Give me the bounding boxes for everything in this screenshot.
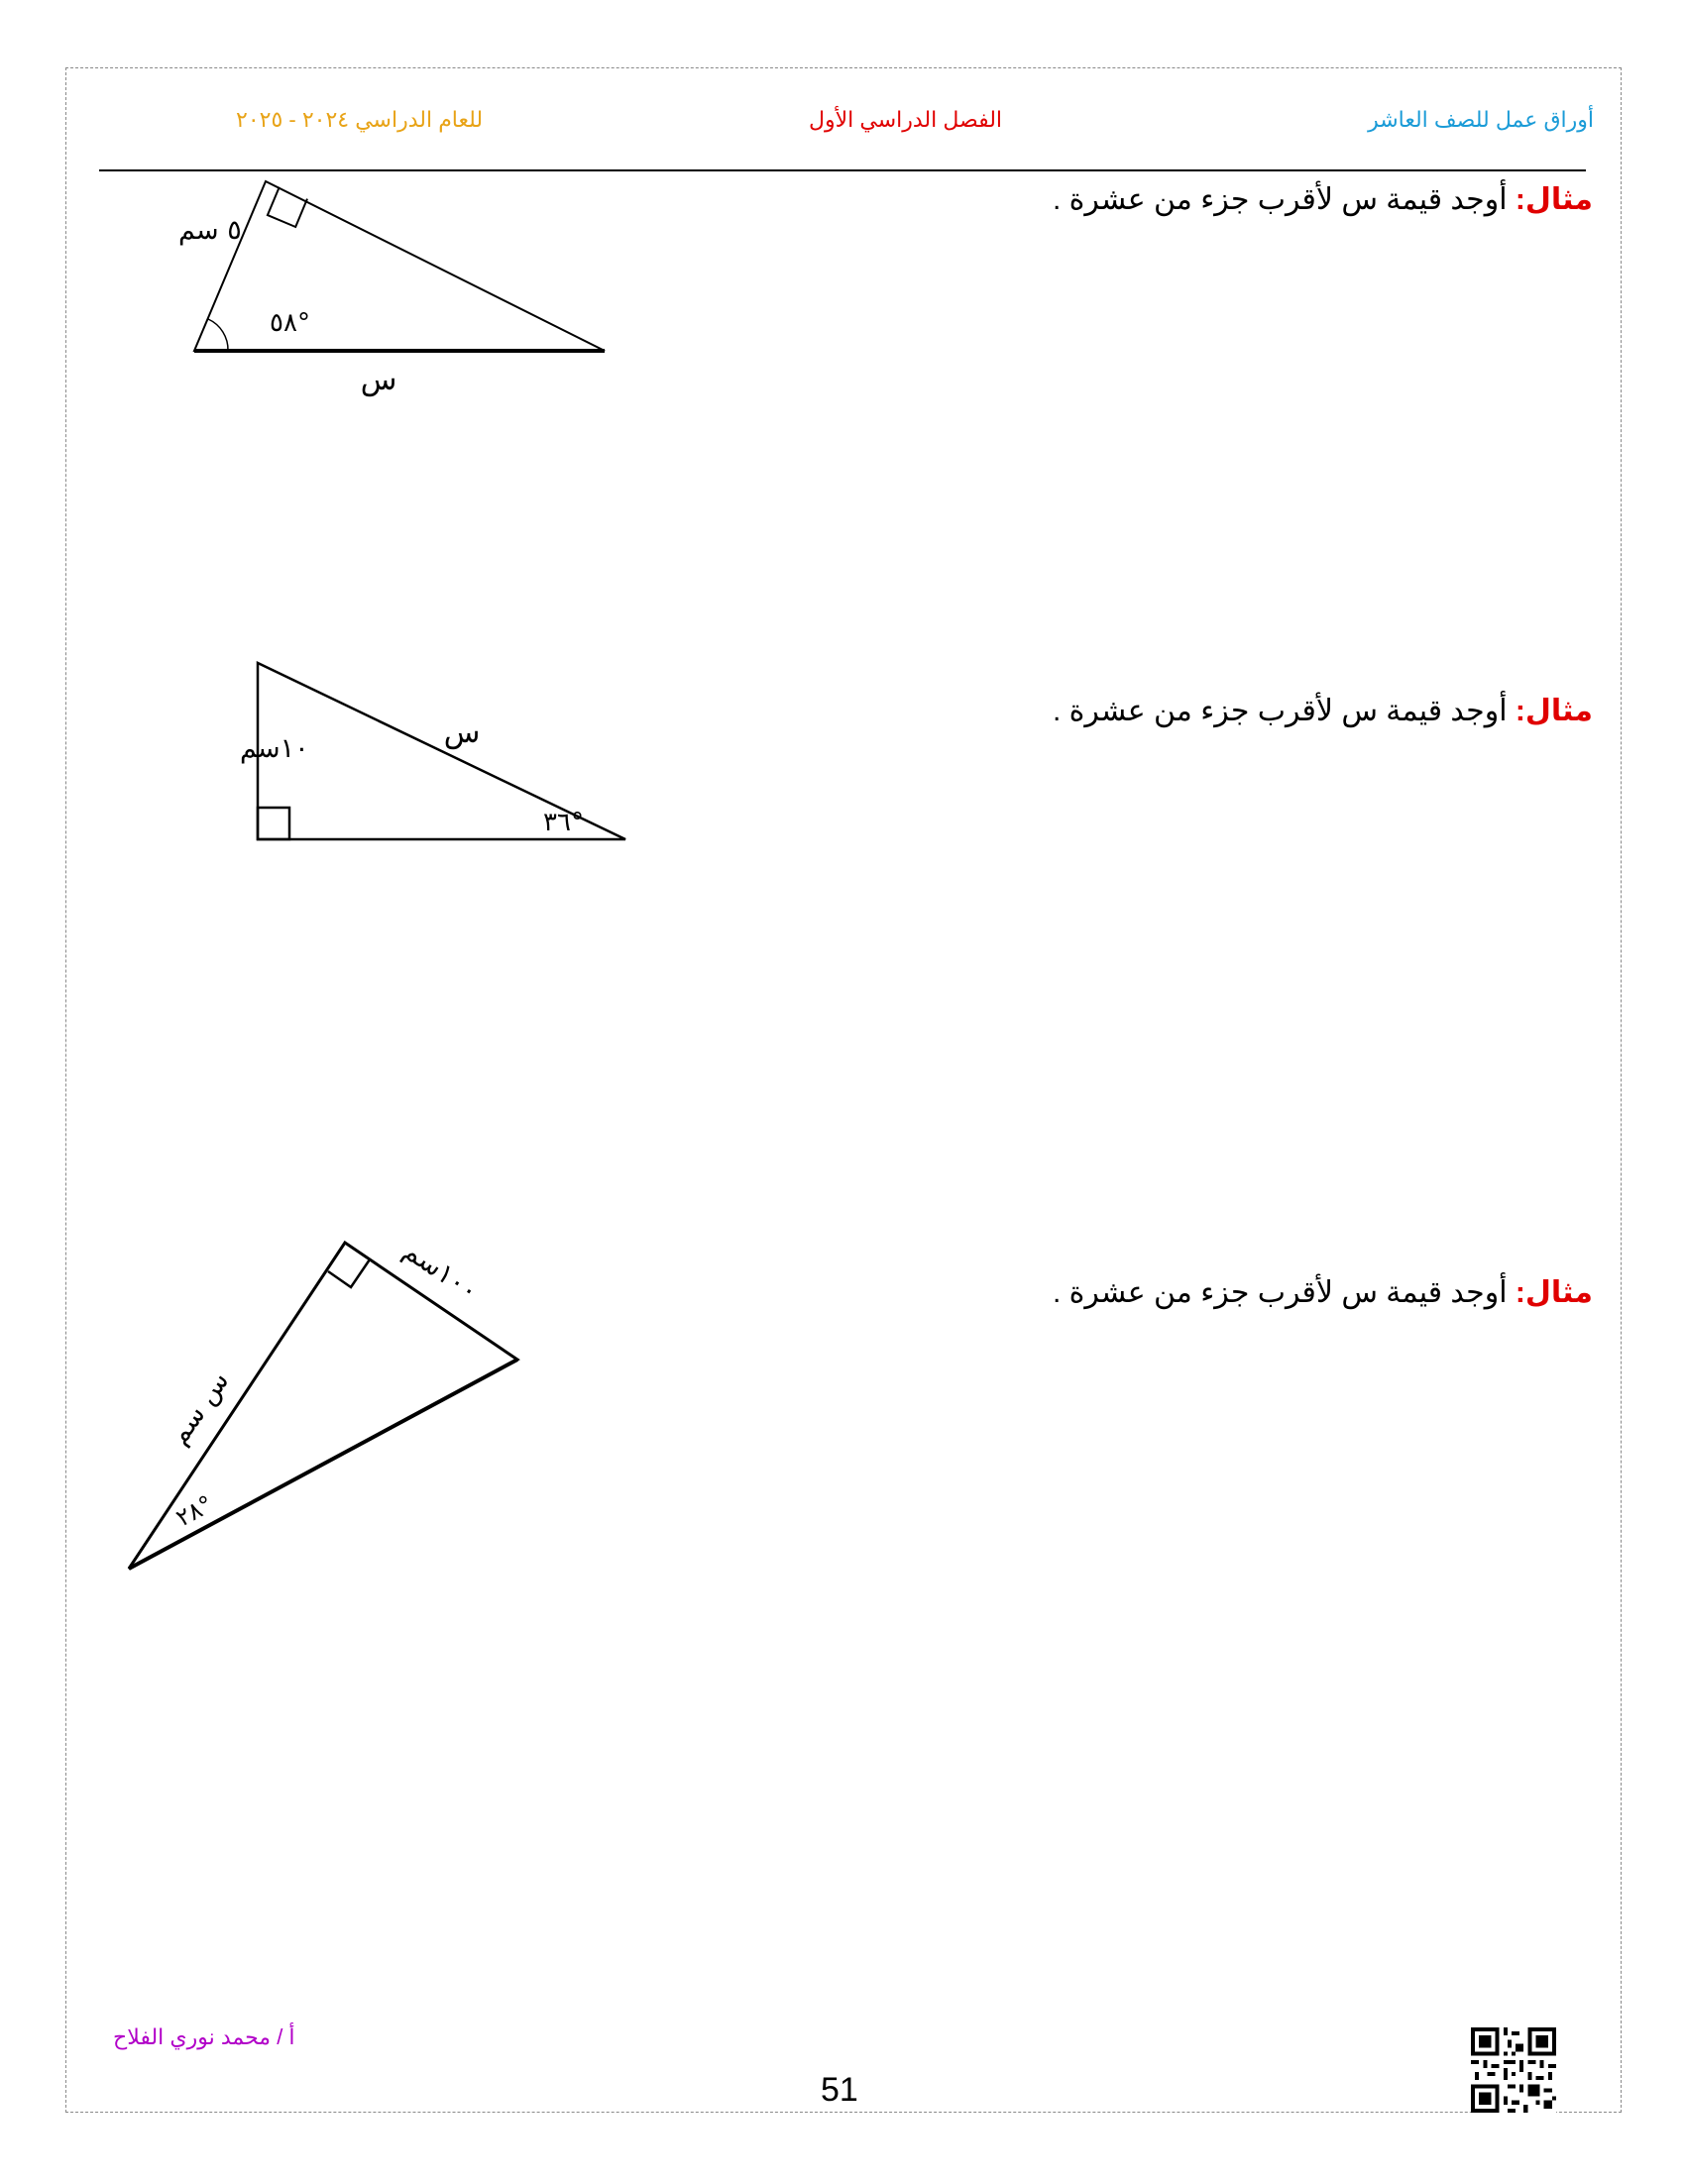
example-label: مثال: (1515, 183, 1593, 216)
example-label: مثال: (1515, 695, 1593, 727)
header-term: الفصل الدراسي الأول (809, 107, 1003, 132)
author-name: أ / محمد نوري الفلاح (113, 2024, 295, 2049)
side-label: ١٠٠سم (397, 1235, 485, 1308)
example-text: أوجد قيمة س لأقرب جزء من عشرة . (1053, 183, 1516, 216)
unknown-side-label: س (360, 363, 397, 397)
right-angle-mark (328, 1259, 370, 1287)
qr-code-icon (1471, 2027, 1556, 2113)
example-text: أوجد قيمة س لأقرب جزء من عشرة . (1053, 695, 1516, 727)
example-label: مثال: (1515, 1276, 1593, 1309)
unknown-side-label: س سم (163, 1365, 236, 1451)
unknown-side-label: س (443, 715, 481, 750)
side-label: ١٠سم (240, 733, 309, 764)
triangle-base (129, 1360, 517, 1569)
side-label: ٥ سم (178, 215, 242, 246)
angle-label: °٥٨ (270, 308, 310, 338)
header-worksheet-title: أوراق عمل للصف العاشر (1368, 107, 1594, 132)
header-school-year: للعام الدراسي ٢٠٢٤ - ٢٠٢٥ (236, 107, 484, 132)
example-text: أوجد قيمة س لأقرب جزء من عشرة . (1053, 1276, 1516, 1309)
page-number: 51 (821, 2071, 858, 2109)
angle-label: °٣٦ (543, 808, 584, 837)
angle-label: °٢٨ (170, 1489, 218, 1533)
